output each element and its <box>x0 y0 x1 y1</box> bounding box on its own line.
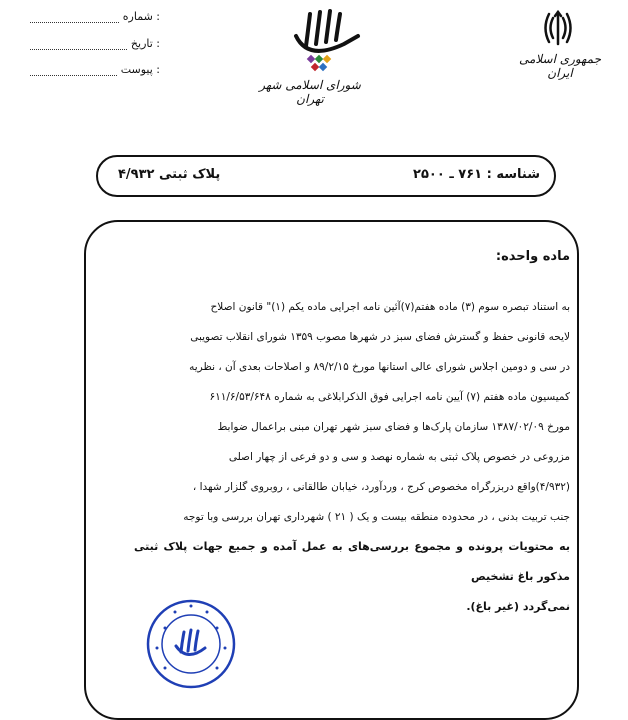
date-label: تاریخ : <box>130 37 160 50</box>
number-label: شماره : <box>122 10 160 23</box>
number-field <box>30 10 160 23</box>
article-body <box>134 292 570 622</box>
attachment-field <box>30 63 160 76</box>
body-line: نمی‌گردد (غیر باغ). <box>466 600 570 613</box>
body-line: در سی و دومین اجلاس شورای عالی استانها مورخ ۸۹/۲/۱۵ و اصلاحات بعدی آن ، نظریه <box>189 361 570 373</box>
body-line: جنب تربیت بدنی ، در محدوده منطقه بیست و یک ( ۲۱ ) شهرداری تهران بررسی وبا توجه <box>183 511 570 523</box>
body-line: به استناد تبصره سوم (۳) ماده هفتم(۷)آئین نامه اجرایی ماده یکم (۱)" قانون اصلاح <box>210 301 570 313</box>
iran-emblem-icon <box>540 8 576 48</box>
body-line: مزروعی در خصوص پلاک ثبتی به شماره نهصد و سی و دو فرعی از چهار اصلی <box>228 451 570 463</box>
council-name: شورای اسلامی شهر تهران <box>259 78 361 106</box>
reference-box <box>96 155 556 197</box>
article-heading: ماده واحده: <box>495 249 570 264</box>
tehran-council-logo-icon <box>288 6 368 76</box>
body-line: به محتویات پرونده و مجموع بررسی‌های به عمل آمده و جمیع جهات پلاک ثبتی مذکور باغ تشخیص <box>134 540 570 583</box>
body-line: کمیسیون ماده هفتم (۷) آیین نامه اجرایی فوق الذکرابلاغی به شماره ۶۱۱/۶/۵۳/۶۴۸ <box>209 391 570 403</box>
number-dots <box>30 12 119 23</box>
body-line: مورخ ۱۳۸۷/۰۲/۰۹ سازمان پارک‌ها و فضای سبز شهر تهران مبنی براعمال ضوابط <box>217 421 570 433</box>
date-field <box>30 37 160 50</box>
attachment-dots <box>30 65 117 76</box>
plate-number: پلاک ثبتی ۴/۹۳۲ <box>118 167 221 182</box>
council-stamp-icon <box>145 598 237 690</box>
body-line: (۴/۹۳۲)واقع دربزرگراه مخصوص کرج ، وردآورد، خیابان طالقانی ، روبروی گلزار شهدا ، <box>192 481 570 493</box>
country-name: جمهوری اسلامی ایران <box>518 52 602 80</box>
reference-id: شناسه : ۷۶۱ ـ ۲۵۰۰ <box>413 167 540 182</box>
attachment-label: پیوست : <box>120 63 160 76</box>
date-dots <box>30 39 127 50</box>
body-line: لایحه قانونی حفظ و گسترش فضای سبز در شهرها مصوب ۱۳۵۹ شورای انقلاب تصویبی <box>190 331 570 343</box>
